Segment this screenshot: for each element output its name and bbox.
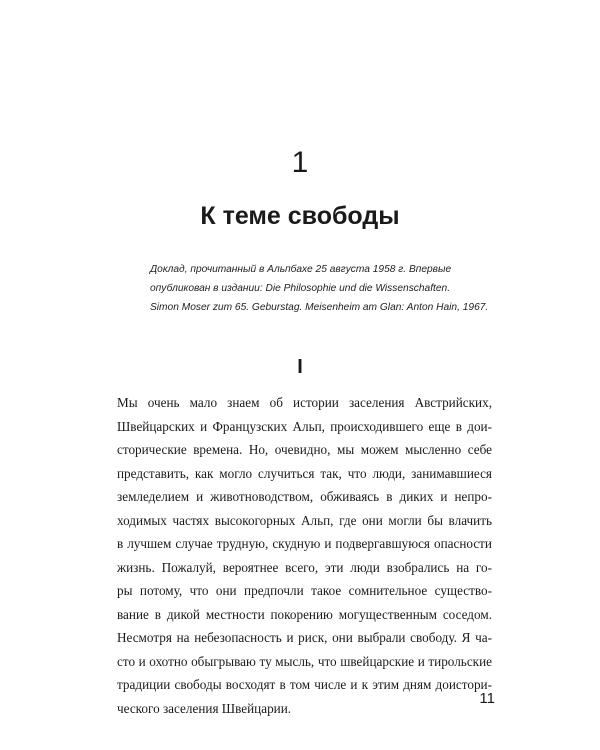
body-line: Швейцарских и Французских Альп, происходившего еще в дои-	[117, 418, 492, 434]
body-line: Несмотря на небезопасность и риск, они выбрали свободу. Я ча-	[117, 630, 492, 645]
body-line: жизнь. Пожалуй, вероятнее всего, эти люди взобрались на го-	[117, 559, 492, 575]
epigraph	[150, 260, 489, 317]
body-paragraph	[117, 391, 492, 720]
body-line: Мы очень мало знаем об истории заселения Австрийских,	[117, 395, 492, 410]
body-line: представить, как могло случиться так, что люди, занимавшиеся	[117, 465, 492, 481]
body-line: ходимых частях высокогорных Альп, где они могли бы влачить	[117, 512, 492, 528]
page-number: 11	[479, 690, 495, 707]
chapter-title: К теме свободы	[200, 202, 400, 230]
body-line: вание в дикой местности покорению могущественным соседом.	[117, 606, 492, 622]
chapter-number: 1	[291, 146, 309, 179]
body-line: сто и охотно обыгрываю ту мысль, что швейцарские и тирольские	[117, 653, 492, 669]
body-line: сторические времена. Но, очевидно, мы можем мысленно себе	[117, 442, 492, 457]
body-line: ческого заселения Швейцарии.	[117, 700, 292, 716]
epigraph-line: Доклад, прочитанный в Альпбахе 25 августа 1958 г. Впервые	[150, 264, 452, 275]
body-line: в лучшем случае трудную, скудную и подвергавшуюся опасности	[117, 536, 492, 551]
body-line: традиции свободы восходят в том числе и к этим дням доистори-	[117, 677, 492, 692]
body-line: земледелием и животноводством, обживаясь в диких и непро-	[117, 489, 492, 504]
epigraph-line: опубликован в издании: Die Philosophie und die Wissenschaften.	[150, 283, 451, 294]
section-heading: I	[297, 356, 303, 378]
body-line: ры потому, что они предпочли такое сомнительное существо-	[117, 583, 492, 598]
epigraph-line: Simon Moser zum 65. Geburstag. Meisenheim am Glan: Anton Hain, 1967.	[150, 302, 489, 313]
